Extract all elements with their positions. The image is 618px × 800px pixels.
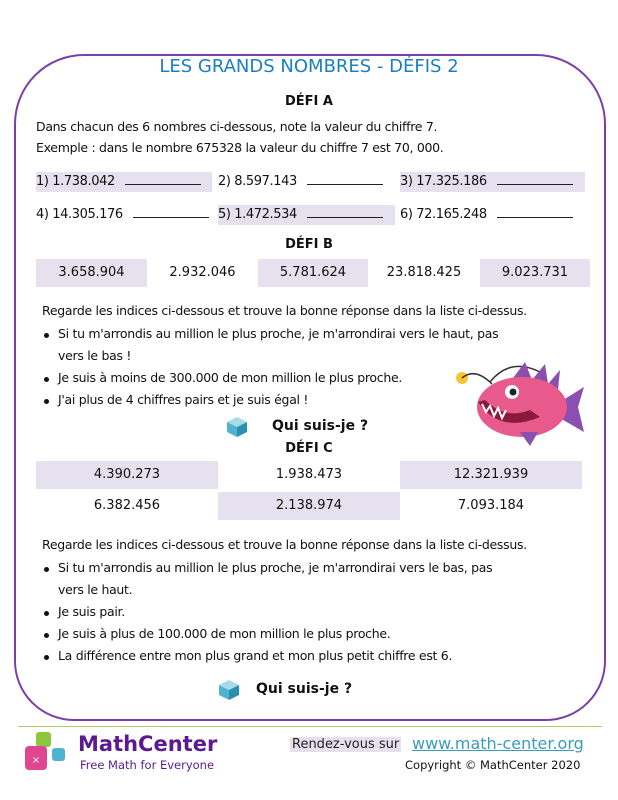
item-number: 1) 1.738.042 bbox=[36, 174, 115, 189]
defi-c-clue: La différence entre mon plus grand et mon plus petit chiffre est 6. bbox=[58, 648, 453, 663]
cube-icon bbox=[218, 679, 240, 701]
defi-b-clue-continued: vers le bas ! bbox=[58, 348, 132, 363]
svg-text:×: × bbox=[31, 755, 41, 766]
item-number: 3) 17.325.186 bbox=[400, 174, 487, 189]
answer-blank[interactable] bbox=[307, 205, 383, 218]
defi-c-number: 4.390.273 bbox=[36, 461, 218, 489]
defi-c-clue: Si tu m'arrondis au million le plus proche, je m'arrondirai vers le bas, pas bbox=[58, 560, 493, 575]
defi-c-clue-continued: vers le haut. bbox=[58, 582, 133, 597]
defi-c-number: 7.093.184 bbox=[457, 498, 525, 513]
defi-c-instruction: Regarde les indices ci-dessous et trouve la bonne réponse dans la liste ci-dessus. bbox=[42, 537, 527, 552]
defi-a-heading: DÉFI A bbox=[285, 94, 333, 109]
defi-b-instruction: Regarde les indices ci-dessous et trouve la bonne réponse dans la liste ci-dessus. bbox=[42, 303, 527, 318]
footer-url-link[interactable]: www.math-center.org bbox=[412, 734, 584, 753]
defi-a-item-3 bbox=[400, 172, 585, 192]
defi-b-number: 9.023.731 bbox=[480, 259, 590, 287]
worksheet-title: LES GRANDS NOMBRES - DÉFIS 2 bbox=[159, 56, 459, 77]
defi-b-number: 3.658.904 bbox=[36, 259, 147, 287]
footer-visit-text: Rendez-vous sur bbox=[292, 737, 400, 752]
footer-divider bbox=[18, 726, 602, 727]
defi-c-number: 1.938.473 bbox=[275, 467, 343, 482]
defi-a-item-5 bbox=[218, 205, 395, 225]
defi-c-clue: Je suis à plus de 100.000 de mon million le plus proche. bbox=[58, 626, 391, 641]
defi-b-question: Qui suis-je ? bbox=[272, 418, 369, 434]
defi-b-heading: DÉFI B bbox=[285, 237, 333, 252]
answer-blank[interactable] bbox=[307, 172, 383, 185]
answer-blank[interactable] bbox=[125, 172, 201, 185]
defi-b-clue: J'ai plus de 4 chiffres pairs et je suis égal ! bbox=[58, 392, 309, 407]
cube-icon bbox=[226, 416, 248, 438]
defi-a-example: Exemple : dans le nombre 675328 la valeur du chiffre 7 est 70, 000. bbox=[36, 140, 444, 155]
defi-a-instruction: Dans chacun des 6 nombres ci-dessous, note la valeur du chiffre 7. bbox=[36, 119, 438, 134]
defi-b-clue: Si tu m'arrondis au million le plus proche, je m'arrondirai vers le haut, pas bbox=[58, 326, 499, 341]
anglerfish-illustration bbox=[450, 362, 585, 447]
footer-tagline: Free Math for Everyone bbox=[80, 758, 215, 772]
answer-blank[interactable] bbox=[133, 205, 209, 218]
defi-a-item-2 bbox=[218, 172, 398, 192]
defi-c-number: 6.382.456 bbox=[93, 498, 161, 513]
item-number: 5) 1.472.534 bbox=[218, 207, 297, 222]
item-number: 6) 72.165.248 bbox=[400, 207, 487, 222]
defi-c-number: 12.321.939 bbox=[400, 461, 582, 489]
defi-c-heading: DÉFI C bbox=[285, 441, 333, 456]
answer-blank[interactable] bbox=[497, 205, 573, 218]
answer-blank[interactable] bbox=[497, 172, 573, 185]
item-number: 4) 14.305.176 bbox=[36, 207, 123, 222]
defi-c-clue: Je suis pair. bbox=[58, 604, 125, 619]
footer-copyright: Copyright © MathCenter 2020 bbox=[405, 758, 581, 772]
defi-b-number: 2.932.046 bbox=[169, 265, 236, 280]
mathcenter-logo-icon bbox=[22, 730, 70, 776]
defi-a-item-1 bbox=[36, 172, 212, 192]
defi-a-item-4 bbox=[36, 205, 216, 225]
defi-b-clue: Je suis à moins de 300.000 de mon million le plus proche. bbox=[58, 370, 403, 385]
item-number: 2) 8.597.143 bbox=[218, 174, 297, 189]
defi-b-number: 5.781.624 bbox=[258, 259, 368, 287]
defi-c-question: Qui suis-je ? bbox=[256, 681, 353, 697]
footer-brand: MathCenter bbox=[78, 732, 218, 756]
defi-c-number: 2.138.974 bbox=[218, 492, 400, 520]
defi-a-item-6 bbox=[400, 205, 590, 225]
defi-b-number: 23.818.425 bbox=[386, 265, 462, 280]
